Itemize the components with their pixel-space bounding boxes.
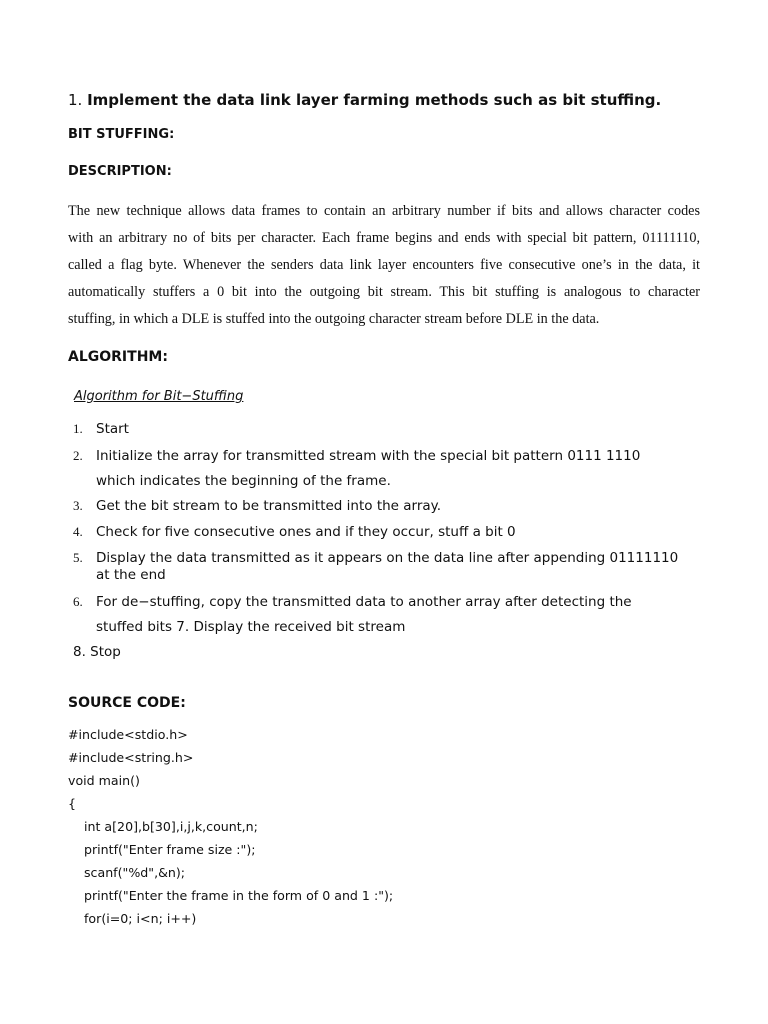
description-line: with an arbitrary no of bits per character. Each frame begins and ends with special bit pattern, 01111110, [68, 230, 700, 246]
heading-text: Implement the data link layer farming methods such as bit stuffing. [87, 91, 662, 109]
step-text: Check for five consecutive ones and if they occur, stuff a bit 0 [96, 524, 516, 540]
code-line: { [68, 796, 77, 811]
list-item [68, 550, 708, 586]
step-number: 4. [73, 524, 83, 539]
step-number: 3. [73, 498, 83, 513]
description-line: stuffing, in which a DLE is stuffed into the outgoing character stream before DLE in the data. [68, 311, 600, 327]
step-text: Display the data transmitted as it appears on the data line after appending 01111110 [96, 550, 679, 566]
step-8: 8. Stop [73, 644, 121, 660]
list-item [68, 594, 708, 638]
page-heading [68, 91, 661, 109]
code-line: printf("Enter the frame in the form of 0 and 1 :"); [84, 888, 394, 903]
code-line: scanf("%d",&n); [84, 865, 186, 880]
algorithm-title: Algorithm for Bit−Stuffing [74, 389, 244, 404]
step-text: For de−stuffing, copy the transmitted data to another array after detecting the [96, 594, 632, 610]
description-line: The new technique allows data frames to contain an arbitrary number if bits and allows character codes [68, 203, 700, 219]
step-number: 1. [73, 421, 83, 436]
list-item [68, 421, 708, 441]
step-number: 6. [73, 594, 83, 609]
heading-number: 1. [68, 91, 83, 109]
source-code-label: SOURCE CODE: [68, 695, 186, 711]
list-item [68, 448, 708, 492]
step-number: 5. [73, 550, 83, 565]
description-line: called a flag byte. Whenever the senders data link layer encounters five consecutive one’s in the data, it [68, 257, 700, 273]
step-text: stuffed bits 7. Display the received bit stream [96, 619, 406, 635]
description-line: automatically stuffers a 0 bit into the outgoing bit stream. This bit stuffing is analogous to character [68, 284, 700, 300]
step-text: Start [96, 421, 129, 437]
code-line: #include<string.h> [68, 750, 194, 765]
description-paragraph [68, 198, 700, 333]
code-line: for(i=0; i<n; i++) [84, 911, 197, 926]
step-text: Initialize the array for transmitted stream with the special bit pattern 0111 1110 [96, 448, 641, 464]
step-text: which indicates the beginning of the frame. [96, 473, 391, 489]
list-item [68, 524, 708, 544]
code-line: #include<stdio.h> [68, 727, 188, 742]
algorithm-label: ALGORITHM: [68, 349, 168, 365]
step-text: at the end [96, 567, 166, 583]
code-line: int a[20],b[30],i,j,k,count,n; [84, 819, 258, 834]
list-item [68, 498, 708, 518]
step-number: 2. [73, 448, 83, 463]
description-label: DESCRIPTION: [68, 164, 172, 179]
code-line: printf("Enter frame size :"); [84, 842, 256, 857]
bit-stuffing-label: BIT STUFFING: [68, 127, 175, 142]
code-line: void main() [68, 773, 140, 788]
step-text: Get the bit stream to be transmitted into the array. [96, 498, 442, 514]
